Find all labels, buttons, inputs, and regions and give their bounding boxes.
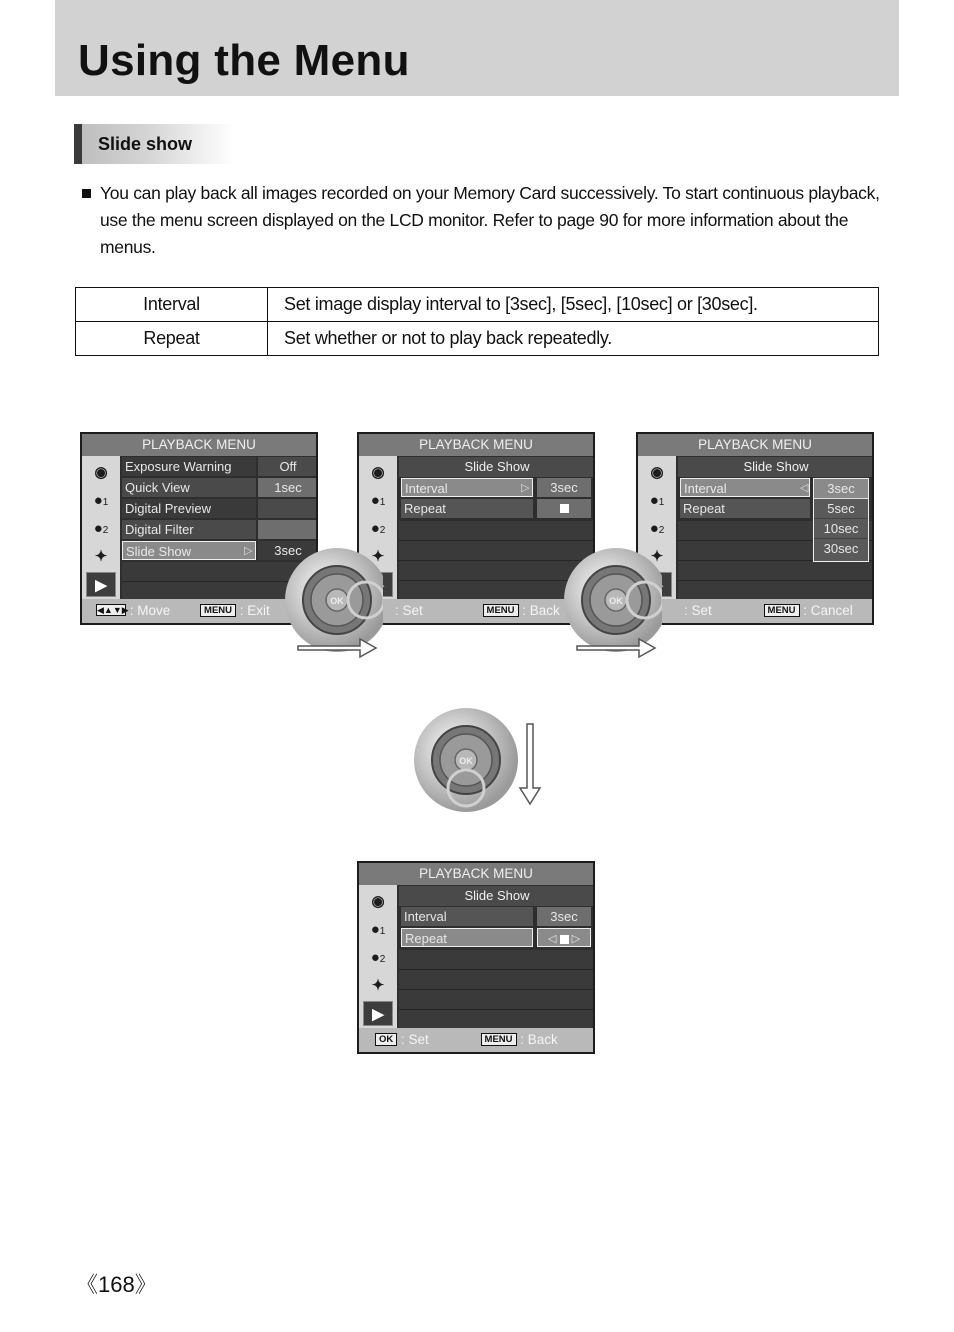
option-item[interactable]: 30sec bbox=[823, 541, 859, 556]
set-hint: : Set bbox=[684, 603, 712, 618]
direction-keys-icon: ◀▲▼▶ bbox=[97, 605, 129, 616]
table-row bbox=[76, 322, 879, 356]
section-tab-bar bbox=[74, 124, 82, 164]
ok-key: OK bbox=[375, 1033, 397, 1046]
checkbox-unchecked-icon bbox=[560, 935, 569, 944]
arrow-right-icon: ▷ bbox=[521, 482, 530, 494]
setup1-person-icon: ●1 bbox=[649, 492, 665, 509]
setup2-person-icon: ●2 bbox=[370, 949, 386, 966]
wrench-icon: ✦ bbox=[650, 548, 664, 565]
menu-item-repeat[interactable]: Repeat bbox=[678, 499, 874, 519]
arrow-left-icon: ◁ bbox=[547, 933, 557, 945]
page-title: Using the Menu bbox=[78, 36, 410, 85]
menu-key: MENU bbox=[764, 604, 800, 617]
lcd-empty-row bbox=[399, 990, 595, 1010]
menu-key: MENU bbox=[481, 1033, 517, 1046]
arrow-right-icon bbox=[575, 636, 659, 660]
arrow-left-icon: ◁ bbox=[800, 482, 809, 494]
lcd-bottom-bar bbox=[359, 599, 593, 623]
lcd-empty-row bbox=[399, 1010, 595, 1030]
lcd-bottom-bar bbox=[359, 1028, 593, 1052]
arrow-right-icon: ▷ bbox=[571, 933, 581, 945]
lcd-subtitle: Slide Show bbox=[678, 457, 874, 477]
camera-icon: ◉ bbox=[650, 464, 664, 481]
table-desc: Set whether or not to play back repeatedly. bbox=[268, 322, 879, 356]
lcd-sidebar bbox=[82, 456, 120, 601]
lcd-bottom-bar bbox=[638, 599, 872, 623]
lcd-title: PLAYBACK MENU bbox=[82, 434, 316, 456]
lcd-subtitle: Slide Show bbox=[399, 457, 595, 477]
menu-key: MENU bbox=[483, 604, 519, 617]
lcd-title: PLAYBACK MENU bbox=[359, 863, 593, 885]
option-item[interactable]: 3sec bbox=[814, 479, 868, 499]
cancel-hint: : Cancel bbox=[803, 603, 853, 618]
menu-item-repeat[interactable]: Repeat bbox=[399, 499, 595, 519]
interval-options-list bbox=[813, 478, 869, 562]
lcd-screen-repeat bbox=[357, 861, 595, 1054]
option-item[interactable]: 5sec bbox=[814, 499, 868, 519]
lcd-empty-row bbox=[678, 561, 874, 581]
table-key: Repeat bbox=[76, 322, 268, 356]
wrench-icon: ✦ bbox=[371, 548, 385, 565]
section-tab bbox=[74, 124, 234, 164]
ok-label: OK bbox=[459, 756, 473, 766]
menu-key: MENU bbox=[200, 604, 236, 617]
back-hint: : Back bbox=[520, 1032, 558, 1047]
menu-item-interval[interactable]: Interval ◁ bbox=[678, 478, 874, 498]
lcd-empty-row bbox=[678, 581, 874, 601]
play-icon: ▶ bbox=[363, 1001, 393, 1026]
arrow-down-icon bbox=[520, 724, 540, 804]
lcd-sidebar bbox=[359, 885, 397, 1030]
intro-paragraph bbox=[82, 180, 882, 261]
setup2-person-icon: ●2 bbox=[370, 520, 386, 537]
menu-item-quick-view[interactable]: Quick View 1sec bbox=[122, 478, 318, 498]
back-hint: : Back bbox=[522, 603, 560, 618]
intro-text: You can play back all images recorded on your Memory Card successively. To start continuous playback, use the menu screen displayed on the LCD monitor. Refer to page 90 for more information about the menus. bbox=[100, 183, 880, 257]
ok-label: OK bbox=[609, 596, 623, 606]
repeat-value bbox=[537, 928, 591, 947]
dial-down-press bbox=[414, 706, 544, 816]
setup1-person-icon: ●1 bbox=[370, 921, 386, 938]
lcd-subtitle: Slide Show bbox=[399, 886, 595, 906]
lcd-title: PLAYBACK MENU bbox=[638, 434, 872, 456]
menu-item-interval[interactable]: Interval ▷ 3sec bbox=[399, 478, 595, 498]
menu-item-interval[interactable]: Interval 3sec bbox=[399, 907, 595, 927]
settings-table bbox=[75, 287, 879, 356]
camera-icon: ◉ bbox=[371, 464, 385, 481]
menu-item-slide-show[interactable]: Slide Show 3sec ▷ bbox=[122, 541, 318, 561]
option-item[interactable]: 10sec bbox=[814, 519, 868, 539]
setup1-person-icon: ●1 bbox=[93, 492, 109, 509]
table-key: Interval bbox=[76, 288, 268, 322]
camera-icon: ◉ bbox=[371, 893, 385, 910]
move-hint: : Move bbox=[129, 603, 171, 618]
repeat-value bbox=[537, 499, 591, 518]
square-bullet-icon bbox=[82, 189, 91, 198]
play-icon: ▶ bbox=[86, 572, 116, 597]
arrow-right-icon: ▷ bbox=[244, 545, 253, 557]
setup1-person-icon: ●1 bbox=[370, 492, 386, 509]
setup2-person-icon: ●2 bbox=[649, 520, 665, 537]
lcd-screen-slide-show bbox=[357, 432, 595, 625]
wrench-icon: ✦ bbox=[371, 977, 385, 994]
menu-item-repeat[interactable]: Repeat ◁ ▷ bbox=[399, 928, 595, 948]
arrow-right-icon bbox=[296, 636, 380, 660]
ok-label: OK bbox=[330, 596, 344, 606]
camera-icon: ◉ bbox=[94, 464, 108, 481]
lcd-screen-interval-options bbox=[636, 432, 874, 625]
page-number: 《168》 bbox=[76, 1272, 157, 1297]
table-row bbox=[76, 288, 879, 322]
table-desc: Set image display interval to [3sec], [5sec], [10sec] or [30sec]. bbox=[268, 288, 879, 322]
set-hint: : Set bbox=[401, 1032, 429, 1047]
exit-hint: : Exit bbox=[239, 603, 270, 618]
lcd-bottom-bar bbox=[82, 599, 316, 623]
wrench-icon: ✦ bbox=[94, 548, 108, 565]
section-title: Slide show bbox=[98, 134, 193, 154]
set-hint: : Set bbox=[395, 603, 423, 618]
menu-item-digital-preview[interactable]: Digital Preview bbox=[122, 499, 318, 519]
checkbox-unchecked-icon bbox=[560, 504, 569, 513]
lcd-empty-row bbox=[399, 521, 595, 541]
menu-item-digital-filter[interactable]: Digital Filter bbox=[122, 520, 318, 540]
menu-item-exposure-warning[interactable]: Exposure Warning Off bbox=[122, 457, 318, 477]
lcd-empty-row bbox=[399, 950, 595, 970]
lcd-empty-row bbox=[399, 970, 595, 990]
lcd-title: PLAYBACK MENU bbox=[359, 434, 593, 456]
setup2-person-icon: ●2 bbox=[93, 520, 109, 537]
